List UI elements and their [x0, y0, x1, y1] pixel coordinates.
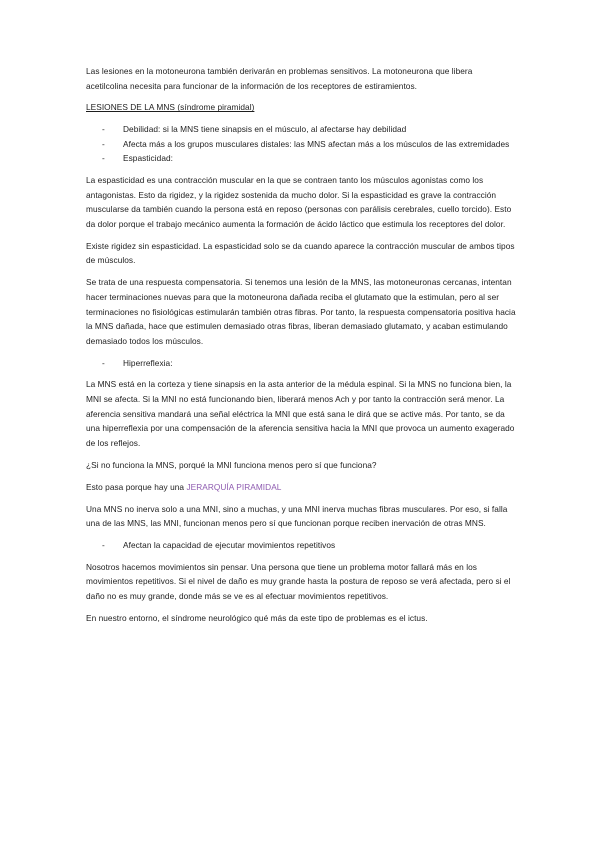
hiperreflexia-list [86, 356, 516, 371]
list-item-text: Hiperreflexia: [123, 357, 173, 368]
dash-bullet: - [102, 124, 105, 135]
paragraph-respuesta-compensatoria: Se trata de una respuesta compensatoria. Si tenemos una lesión de la MNS, las motoneuronas cercanas, intentan hacer terminaciones nuevas para que la motoneurona dañada reciba el glutamato que la estimulan, pero al ser terminaciones no fisiológicas estimularán también otras fibras. Por tanto, la respuesta compensatoria positiva hacia la MNS dañada, hace que estimulen demasiado otras fibras, liberan demasiado glutamato, y acaban estimulando demasiado todos los músculos. [86, 277, 516, 346]
paragraph-rigidez: Existe rigidez sin espasticidad. La espasticidad solo se da cuando aparece la contracción muscular de ambos tipos de músculos. [86, 240, 515, 266]
paragraph-movimientos: Nosotros hacemos movimientos sin pensar. Una persona que tiene un problema motor fallará más en los movimientos repetitivos. Si el nivel de daño es muy grande hasta la postura de reposo se verá afectada, pero si el daño no es muy grande, donde más se ve es al efectuar movimientos repetitivos. [86, 561, 511, 602]
paragraph-question: ¿Si no funciona la MNS, porqué la MNI funciona menos pero sí que funciona? [86, 459, 377, 470]
list-item-text: Debilidad: si la MNS tiene sinapsis en el músculo, al afectarse hay debilidad [123, 124, 407, 135]
repetitivos-list [86, 538, 516, 553]
list-item-text: Espasticidad: [123, 153, 173, 164]
dash-bullet: - [102, 357, 105, 368]
dash-bullet: - [102, 153, 105, 164]
list-item [102, 151, 516, 166]
paragraph-intro: Las lesiones en la motoneurona también derivarán en problemas sensitivos. La motoneurona que libera acetilcolina necesita para funcionar de la información de los receptores de estiramientos. [86, 66, 473, 91]
paragraph-ictus: En nuestro entorno, el síndrome neurológico qué más da este tipo de problemas es el ictus. [86, 612, 428, 623]
list-item [102, 356, 516, 371]
list-item [102, 538, 516, 553]
document-body [86, 64, 516, 633]
list-item-text: Afecta más a los grupos musculares distales: las MNS afectan más a los músculos de las extremidades [123, 138, 510, 149]
dash-bullet: - [102, 138, 105, 149]
list-item [102, 122, 516, 137]
paragraph-espasticidad: La espasticidad es una contracción muscular en la que se contraen tanto los músculos agonistas como los antagonistas. Esto da rigidez, y la rigidez sostenida da mucho dolor. Si la espasticidad es grave la contracción muscularse da también cuando la persona está en reposo (personas con parálisis cerebrales, cuello torcido). Esto da dolor porque el trabajo mecánico aumenta la formación de ácido láctico que estimula los receptores del dolor. [86, 175, 512, 229]
jerarquia-highlight: JERARQUÍA PIRAMIDAL [186, 481, 282, 492]
paragraph-jerarquia [86, 480, 516, 495]
list-item [102, 137, 516, 152]
list-item-text: Afectan la capacidad de ejecutar movimientos repetitivos [123, 540, 336, 550]
jerarquia-prefix: Esto pasa porque hay una [86, 481, 187, 492]
dash-bullet: - [102, 540, 105, 550]
paragraph-inervacion: Una MNS no inerva solo a una MNI, sino a muchas, y una MNI inerva muchas fibras musculares. Por eso, si falla una de las MNS, las MNI, funcionan menos pero sí que funcionan porque reciben inervación de otras MNS. [86, 503, 508, 529]
section-heading: LESIONES DE LA MNS (síndrome piramidal) [86, 102, 255, 113]
symptom-list [86, 122, 516, 166]
paragraph-hiperreflexia: La MNS está en la corteza y tiene sinapsis en la asta anterior de la médula espinal. Si la MNS no funciona bien, la MNI se afecta. Si la MNI no está funcionando bien, liberará menos Ach y por tanto la contracción será menor. La aferencia sensitiva mandará una señal eléctrica la MNI que está sana le dirá que se active más. Por tanto, se da una hiperreflexia por una compensación de la aferencia sensitiva hacia la MNI que provoca un aumento exagerado de los reflejos. [86, 379, 515, 448]
